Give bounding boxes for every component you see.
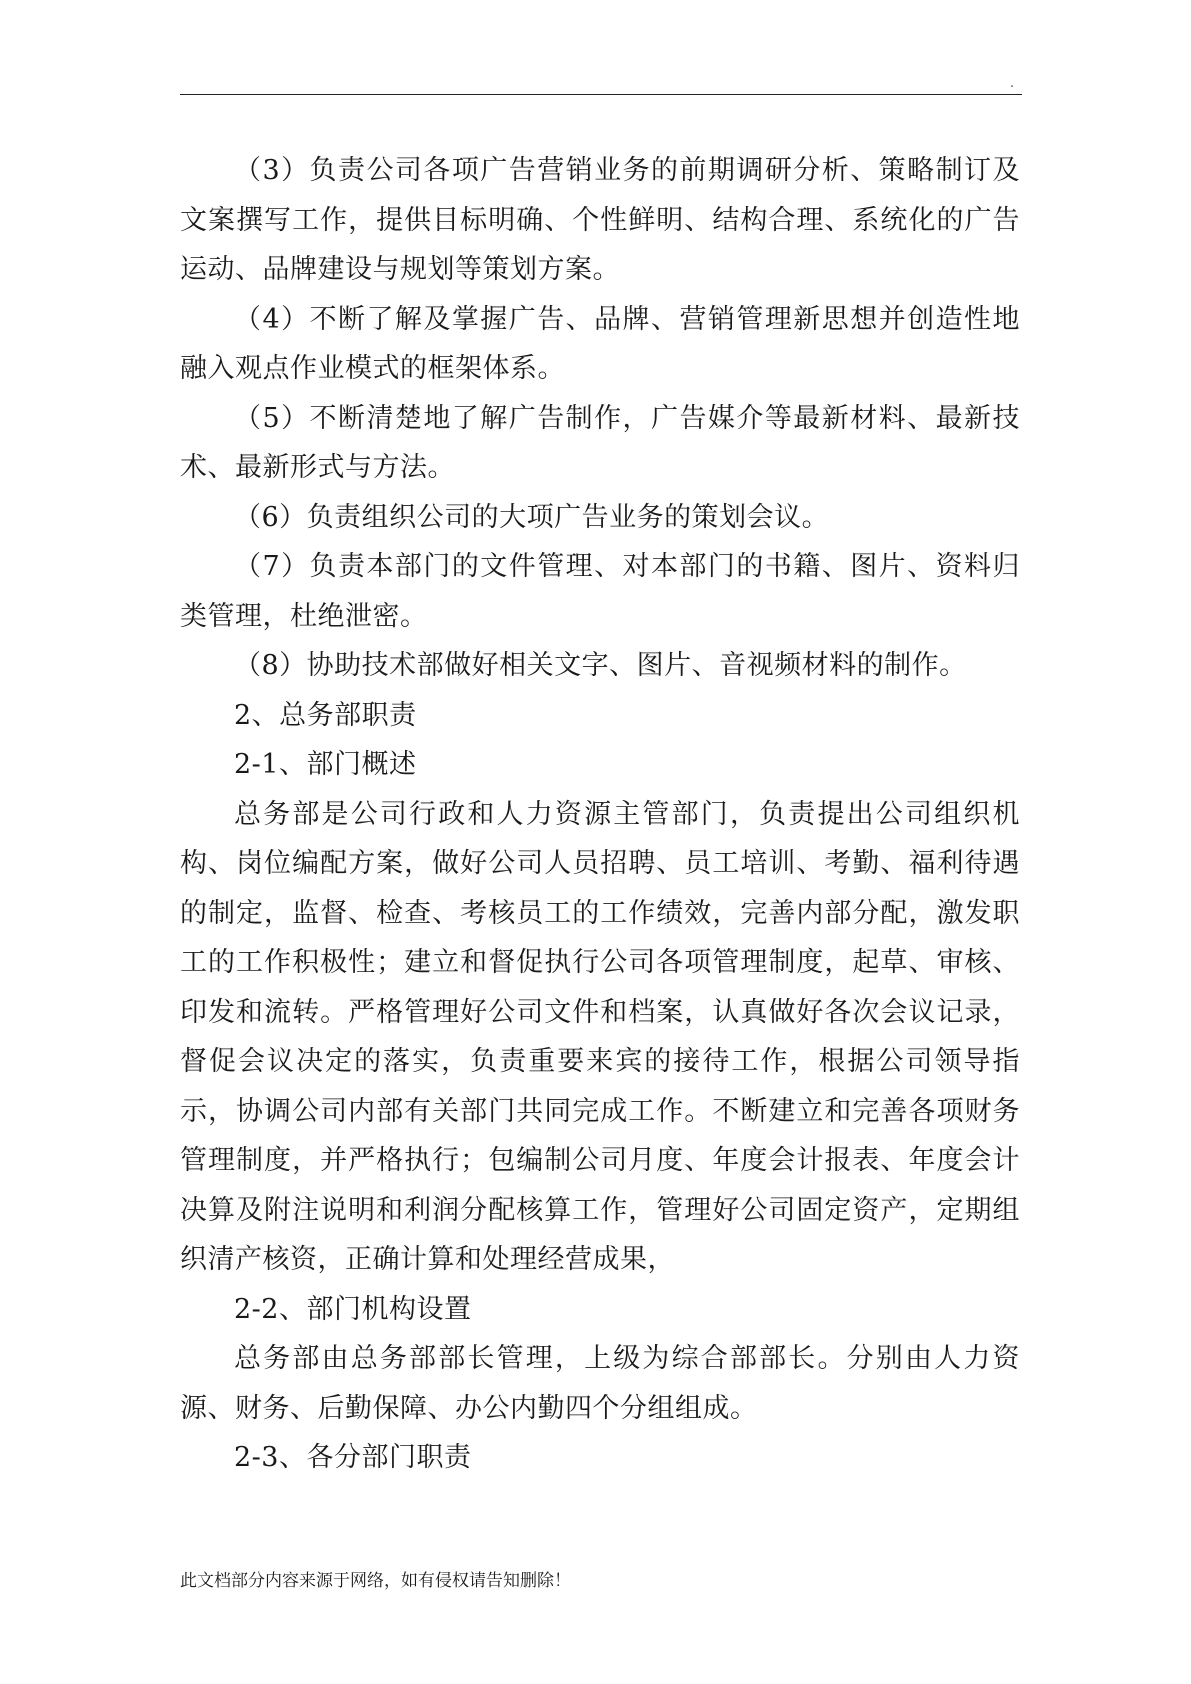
paragraph-item-3: （3）负责公司各项广告营销业务的前期调研分析、策略制订及文案撰写工作，提供目标明确、个性鲜明、结构合理、系统化的广告运动、品牌建设与规划等策划方案。 (180, 155, 1020, 285)
paragraph-item-8: （8）协助技术部做好相关文字、图片、音视频材料的制作。 (234, 650, 967, 681)
overview-paragraph: 总务部是公司行政和人力资源主管部门，负责提出公司组织机构、岗位编配方案，做好公司人员招聘、员工培训、考勤、福利待遇的制定，监督、检查、考核员工的工作绩效，完善内部分配，激发职工的工作积极性；建立和督促执行公司各项管理制度，起草、审核、印发和流转。严格管理好公司文件和档案，认真做好各次会议记录，督促会议决定的落实，负责重要来宾的接待工作，根据公司领导指示，协调公司内部有关部门共同完成工作。不断建立和完善各项财务管理制度，并严格执行；包编制公司月度、年度会计报表、年度会计决算及附注说明和利润分配核算工作，管理好公司固定资产，定期组织清产核资，正确计算和处理经营成果， (180, 798, 1020, 1275)
section-heading: 2、总务部职责 (234, 699, 417, 731)
paragraph-item-4: （4）不断了解及掌握广告、品牌、营销管理新思想并创造性地融入观点作业模式的框架体系。 (180, 303, 1020, 384)
paragraph-item-7: （7）负责本部门的文件管理、对本部门的书籍、图片、资料归类管理，杜绝泄密。 (180, 551, 1020, 632)
structure-paragraph: 总务部由总务部部长管理，上级为综合部部长。分别由人力资源、财务、后勤保障、办公内勤四个分组组成。 (180, 1343, 1020, 1424)
document-body (180, 146, 1020, 1483)
subsection-heading-duties: 2-3、各分部门职责 (234, 1442, 472, 1473)
header-mark: . (1010, 76, 1015, 91)
subsection-heading-structure: 2-2、部门机构设置 (234, 1293, 472, 1325)
paragraph-item-6: （6）负责组织公司的大项广告业务的策划会议。 (234, 501, 830, 533)
header-rule (180, 94, 1022, 95)
paragraph-item-5: （5）不断清楚地了解广告制作，广告媒介等最新材料、最新技术、最新形式与方法。 (180, 402, 1020, 483)
subsection-heading-overview: 2-1、部门概述 (234, 749, 417, 780)
footer-disclaimer: 此文档部分内容来源于网络，如有侵权请告知删除！ (180, 1571, 571, 1591)
